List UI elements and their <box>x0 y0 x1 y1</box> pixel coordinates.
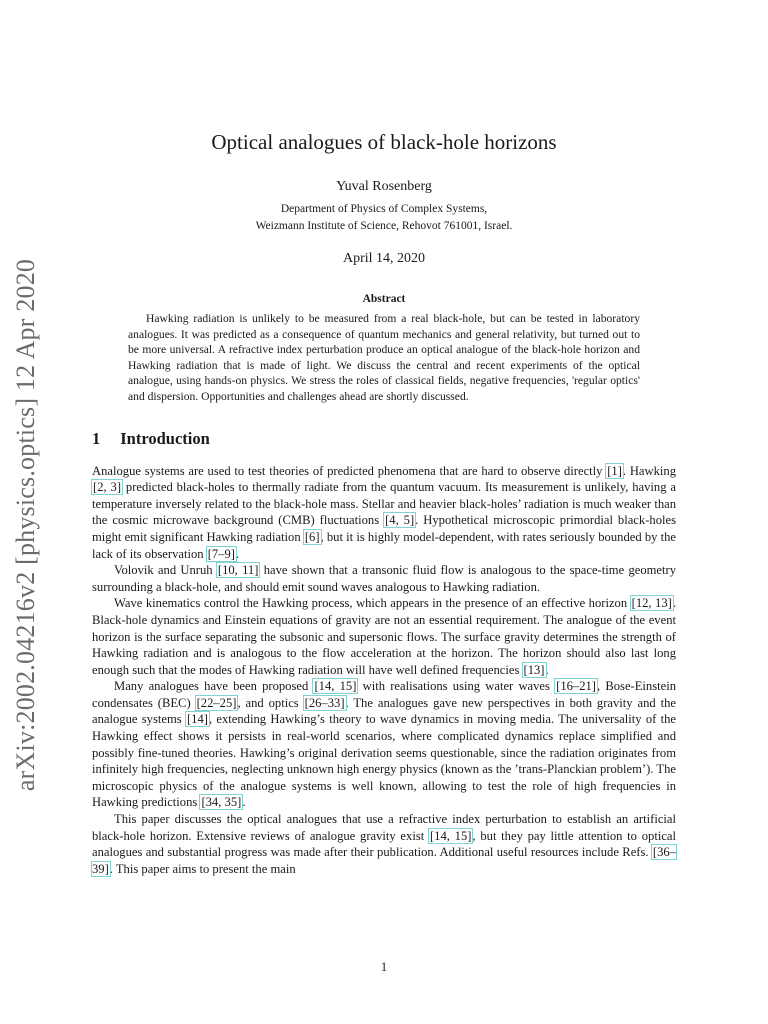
citation-link[interactable]: [22–25] <box>196 695 237 710</box>
arxiv-stamp <box>6 258 46 792</box>
section-body <box>92 463 676 878</box>
citation-link[interactable]: [12, 13] <box>631 596 672 611</box>
citation-link[interactable]: [26–33] <box>304 695 345 710</box>
author-name: Yuval Rosenberg <box>336 179 432 194</box>
citation-link[interactable]: [1] <box>607 463 622 478</box>
citation-link[interactable]: [34, 35] <box>201 795 242 810</box>
section-number: 1 <box>92 428 101 448</box>
citation-link[interactable]: [10, 11] <box>217 563 259 578</box>
section-heading <box>92 429 676 449</box>
body-paragraph: Analogue systems are used to test theories of predicted phenomena that are hard to observe directly [1]. Hawking [2, 3] predicted black-holes to thermally radiate from the quantum vacuum. Its measurement is unlikely, having a temperature inversely related to the black-hole mass. Stellar and heavier black-holes’ radiation is much weaker than the cosmic microwave background (CMB) fluctuations [4, 5]. Hypothetical microscopic primordial black-holes might emit significant Hawking radiation [6], but it is highly model-dependent, with rates seriously bounded by the lack of its observation [7–9]. <box>92 463 677 561</box>
paper-date: April 14, 2020 <box>342 251 426 266</box>
body-paragraph: This paper discusses the optical analogues that use a refractive index perturbation to establish an artificial black-hole horizon. Extensive reviews of analogue gravity exist [14, 15], but they pay little attention to optical analogues and substantial progress was made after their publication. Additional useful resources include Refs. [36–39]. This paper aims to present the main <box>92 812 676 876</box>
section-title: Introduction <box>120 428 210 448</box>
page-number: 1 <box>380 960 388 974</box>
paper-page <box>92 130 676 877</box>
arxiv-identifier: arXiv:2002.04216v2 [physics.optics] 12 Apr 2020 <box>11 258 40 792</box>
citation-link[interactable]: [2, 3] <box>93 480 122 495</box>
body-paragraph: Wave kinematics control the Hawking process, which appears in the presence of an effective horizon [12, 13]. Black-hole dynamics and Einstein equations of gravity are not an essential requirement. The analogue of the event horizon is the surface separating the subsonic and supersonic flows. The surface gravity determines the strength of Hawking radiation and is analogous to the flow acceleration at the horizon. The horizon should also last long enough such that the modes of Hawking radiation will have well defined frequencies [13]. <box>92 596 677 677</box>
citation-link[interactable]: [14] <box>186 712 208 727</box>
citation-link[interactable]: [6] <box>304 529 320 544</box>
citation-link[interactable]: [4, 5] <box>385 513 415 528</box>
abstract-heading: Abstract <box>362 293 406 305</box>
body-paragraph: Many analogues have been proposed [14, 15] with realisations using water waves [16–21], Bose-Einstein condensates (BEC) [22–25], and optics [26–33]. The analogues gave new perspectives in both gravity and the analogue systems [14], extending Hawking’s theory to wave dynamics in moving media. The universality of the Hawking effect shows it persists in real-world scenarios, where complicated dynamics replace simplified and possibly fine-tuned theories. Hawking’s original derivation seems questionable, since the radiation originates from infinitely high frequencies, neglecting unknown high energy physics (known as the ’trans-Planckian problem’). The microscopic physics of the analogue systems is well known, allowing to test the role of high frequencies in Hawking predictions [34, 35]. <box>92 679 677 810</box>
citation-link[interactable]: [14, 15] <box>429 828 472 843</box>
citation-link[interactable]: [7–9] <box>207 546 235 561</box>
abstract-text: Hawking radiation is unlikely to be measured from a real black-hole, but can be tested in laboratory analogues. It was predicted as a consequence of quantum mechanics and general relativity, but turned out to be more universal. A refractive index perturbation produce an optical analogue of the black-hole horizon and Hawking radiation that is made of light. We discuss the central and recent experiments of the optical analogue, using hands-on physics. We stress the roles of classical fields, negative frequencies, 'regular optics' and dispersion. Opportunities and challenges ahead are shortly discussed. <box>128 312 640 403</box>
affiliation-line-2: Weizmann Institute of Science, Rehovot 761001, Israel. <box>255 220 513 232</box>
citation-link[interactable]: [36–39] <box>92 845 676 876</box>
citation-link[interactable]: [14, 15] <box>314 679 357 694</box>
paper-title: Optical analogues of black-hole horizons <box>211 130 557 154</box>
body-paragraph: Volovik and Unruh [10, 11] have shown that a transonic fluid flow is analogous to the space-time geometry surrounding a black-hole, and should emit sound waves analogous to Hawking radiation. <box>92 563 676 594</box>
citation-link[interactable]: [16–21] <box>556 679 596 694</box>
citation-link[interactable]: [13] <box>523 662 545 677</box>
affiliation-line-1: Department of Physics of Complex Systems, <box>280 203 488 215</box>
